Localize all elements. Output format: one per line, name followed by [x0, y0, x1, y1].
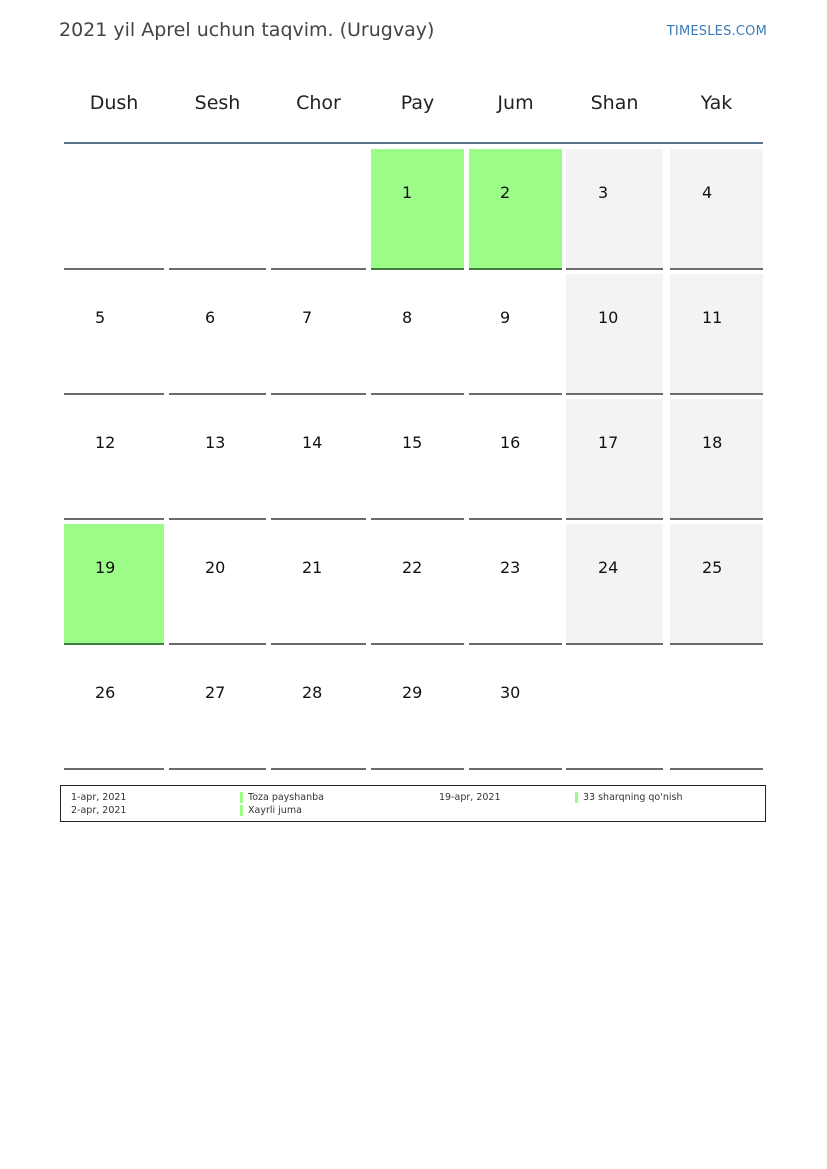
day-number: 15	[402, 433, 423, 452]
legend-holiday-name: Xayrli juma	[248, 805, 302, 816]
day-cell	[169, 524, 266, 645]
day-number: 28	[302, 683, 323, 702]
day-number: 27	[205, 683, 226, 702]
legend-holiday-name: Toza payshanba	[248, 792, 324, 803]
empty-day-cell	[169, 149, 266, 270]
day-cell	[566, 149, 663, 270]
day-cell	[469, 524, 562, 645]
holiday-day-cell	[371, 149, 464, 270]
day-number: 24	[598, 558, 619, 577]
legend-date: 1-apr, 2021	[71, 792, 127, 803]
day-cell	[271, 649, 366, 770]
day-cell	[271, 274, 366, 395]
day-number: 6	[205, 308, 216, 327]
day-cell	[371, 649, 464, 770]
legend-marker	[240, 805, 243, 816]
day-number: 17	[598, 433, 619, 452]
day-number: 1	[402, 183, 413, 202]
weekday-label: Chor	[296, 92, 341, 114]
day-cell	[670, 274, 763, 395]
day-cell	[670, 149, 763, 270]
day-number: 7	[302, 308, 313, 327]
day-cell	[371, 399, 464, 520]
day-number: 2	[500, 183, 511, 202]
day-number: 14	[302, 433, 323, 452]
day-cell	[371, 274, 464, 395]
empty-day-cell	[566, 649, 663, 770]
day-cell	[469, 274, 562, 395]
day-cell	[64, 649, 164, 770]
day-cell	[271, 524, 366, 645]
day-number: 5	[95, 308, 106, 327]
legend-marker	[575, 792, 578, 803]
day-number: 30	[500, 683, 521, 702]
day-cell	[566, 274, 663, 395]
day-number: 22	[402, 558, 423, 577]
header-divider	[64, 142, 763, 144]
weekday-label: Sesh	[194, 92, 241, 114]
day-cell	[169, 399, 266, 520]
day-cell	[371, 524, 464, 645]
day-cell	[566, 524, 663, 645]
holiday-day-cell	[469, 149, 562, 270]
day-number: 25	[702, 558, 723, 577]
day-number: 10	[598, 308, 619, 327]
weekday-label: Pay	[400, 92, 435, 114]
day-cell	[670, 399, 763, 520]
legend-date: 2-apr, 2021	[71, 805, 127, 816]
day-number: 8	[402, 308, 413, 327]
weekday-label: Dush	[89, 92, 139, 114]
day-number: 4	[702, 183, 713, 202]
legend-marker	[240, 792, 243, 803]
day-cell	[169, 649, 266, 770]
day-number: 19	[95, 558, 116, 577]
holiday-legend	[60, 785, 766, 822]
empty-day-cell	[271, 149, 366, 270]
day-number: 18	[702, 433, 723, 452]
legend-date: 19-apr, 2021	[439, 792, 501, 803]
page-title: 2021 yil Aprel uchun taqvim. (Urugvay)	[59, 19, 435, 41]
empty-day-cell	[670, 649, 763, 770]
holiday-day-cell	[64, 524, 164, 645]
day-number: 12	[95, 433, 116, 452]
day-cell	[64, 399, 164, 520]
day-cell	[169, 274, 266, 395]
weekday-label: Jum	[497, 92, 534, 114]
weekday-label: Yak	[700, 92, 733, 114]
day-cell	[64, 274, 164, 395]
weekday-label: Shan	[590, 92, 639, 114]
day-cell	[469, 649, 562, 770]
day-number: 26	[95, 683, 116, 702]
day-cell	[469, 399, 562, 520]
day-number: 3	[598, 183, 609, 202]
day-number: 16	[500, 433, 521, 452]
day-cell	[271, 399, 366, 520]
day-number: 23	[500, 558, 521, 577]
day-cell	[566, 399, 663, 520]
day-number: 29	[402, 683, 423, 702]
legend-holiday-name: 33 sharqning qo'nish	[583, 792, 683, 803]
day-number: 11	[702, 308, 723, 327]
day-number: 13	[205, 433, 226, 452]
empty-day-cell	[64, 149, 164, 270]
day-number: 21	[302, 558, 323, 577]
day-number: 20	[205, 558, 226, 577]
brand-link[interactable]: TIMESLES.COM	[666, 24, 767, 39]
day-cell	[670, 524, 763, 645]
day-number: 9	[500, 308, 511, 327]
